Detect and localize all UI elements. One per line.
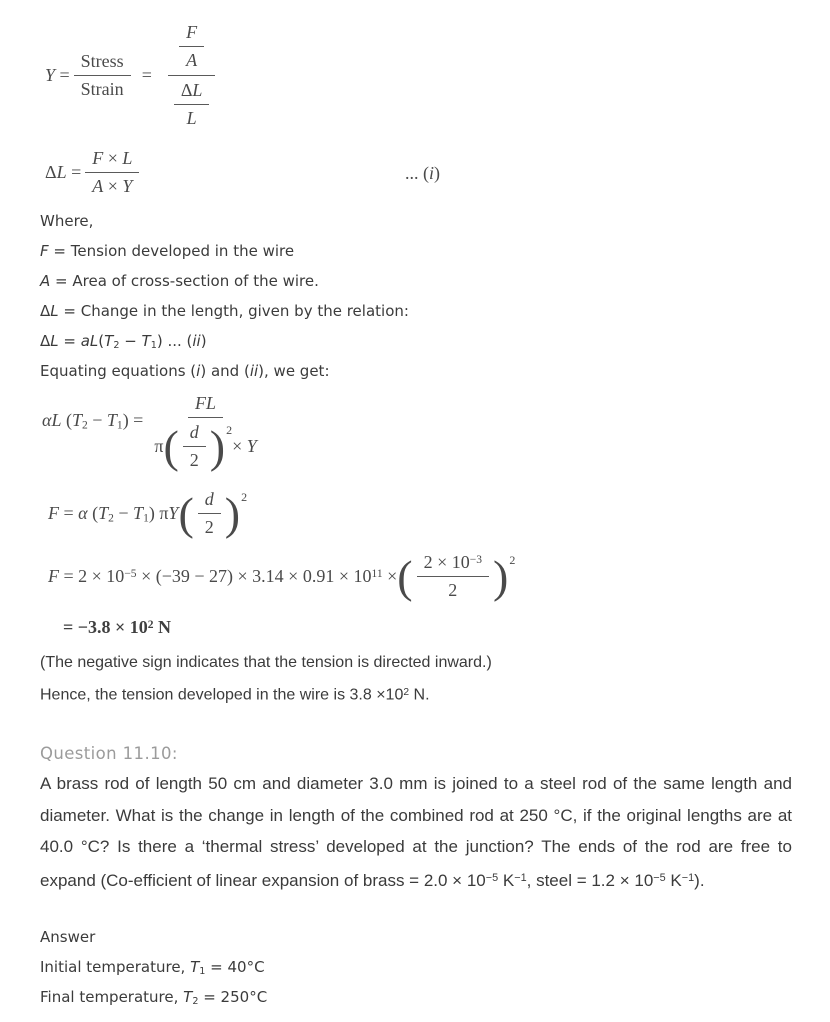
eq1-nested-fraction: [163, 20, 221, 131]
eq1-equals: =: [141, 65, 152, 85]
eq1-strain: Strain: [80, 79, 124, 99]
eq3-denominator-row: π ( $\frac{d}{2}$ ) 2 × Y: [154, 420, 257, 472]
eq1-l: L: [186, 108, 197, 128]
eq1-stress: Stress: [74, 50, 131, 76]
answer-label: Answer: [40, 928, 96, 946]
eq3-exponent: 2: [226, 423, 233, 437]
line-dl-relation: $\Delta L = aL(T_2 - T_1)$ ... (ii): [40, 332, 207, 352]
eq4-exponent: 2: [241, 490, 248, 504]
equation-force-value: $F = 2 \times 10^{-5} \times (-39 - 27) \times 3.14 \times 0.91 \times 10^{11}$ × ( $\frac{2 \times 10^{-3}}{2}$ ) 2: [48, 550, 516, 602]
line-final-temperature: Final temperature, $T_2 = 250^\circ C$: [40, 988, 268, 1008]
eq4-d: d: [198, 488, 221, 514]
eq3-d-over-2: [183, 421, 206, 472]
question-paragraph: A brass rod of length 50 cm and diameter 3.0 mm is joined to a steel rod of the same length and diameter. What is the change in length of the combined rod at 250 °C, if the original lengths are at 40.0 °C? Is there a ‘thermal stress’ developed at the junction? The ends of the rod are free to expand (Co-efficient of linear expansion of brass = $2.0 \times 10^{-5}$ $K^{-1}$, steel = $1.2 \times 10^{-5}$ $K^{-1}$).: [40, 774, 792, 890]
eq3-numerator: FL: [188, 392, 223, 418]
eq2-tag: ... (i): [405, 163, 441, 183]
line-where: Where,: [40, 212, 94, 230]
eq4-d-over-2: [198, 488, 221, 539]
eq5-fraction: [417, 551, 489, 602]
eq2-lhs: ΔL =: [45, 162, 82, 182]
question-heading: Question 11.10:: [40, 744, 178, 763]
eq3-tail: × Y: [232, 436, 257, 456]
eq3-denominator: [147, 418, 263, 473]
equation-delta-l: [45, 147, 143, 198]
eq1-a: A: [186, 50, 198, 70]
eq6-result: = $-3.8 \times 10^2$ N: [63, 617, 172, 637]
equation-result: [63, 617, 171, 638]
equation-equated: [42, 392, 268, 473]
line-hence: Hence, the tension developed in the wire is $3.8 \times 10^2$ N.: [40, 686, 430, 704]
eq5-exponent: 2: [509, 553, 516, 567]
eq1-f: F: [179, 21, 204, 47]
eq3-pi: π: [154, 436, 164, 456]
eq3-lhs: αL $(T_2 - T_1)$ =: [42, 409, 144, 432]
eq1-delta-l: ΔL: [174, 79, 210, 105]
eq2-numerator: F × L: [85, 147, 139, 173]
eq2-fraction: [85, 147, 139, 198]
eq3-fraction: [147, 392, 263, 473]
eq1-f-over-a: [179, 21, 204, 72]
eq1-stress-strain-fraction: [74, 50, 131, 101]
equation-force: F = α $(T_2 - T_1)$ πY ( $\frac{d}{2}$ ) 2: [48, 487, 248, 539]
line-equating: Equating equations (i) and (ii), we get:: [40, 362, 330, 380]
line-initial-temperature: Initial temperature, $T_1 = 40^\circ C$: [40, 958, 265, 978]
line-negative-note: (The negative sign indicates that the tension is directed inward.): [40, 654, 492, 671]
line-f-definition: F = Tension developed in the wire: [40, 242, 295, 260]
equation-young-modulus: [45, 20, 224, 131]
eq5-numerator: $2 \times 10^{-3}$: [417, 551, 489, 577]
equation-tag-i: [405, 163, 440, 184]
eq5-pre: $F = 2 \times 10^{-5} \times (-39 - 27) \times 3.14 \times 0.91 \times 10^{11}$ ×: [48, 566, 398, 586]
line-dl-definition: ΔL = Change in the length, given by the relation:: [40, 302, 409, 320]
eq5-denominator: 2: [448, 580, 458, 600]
eq2-denominator: A × Y: [92, 176, 133, 196]
eq1-lower: [163, 76, 221, 131]
eq4-two: 2: [204, 517, 214, 537]
eq4-pre: F = α $(T_2 - T_1)$ πY: [48, 502, 179, 525]
eq1-lhs: Y =: [45, 65, 70, 85]
eq1-dl-over-l: [174, 79, 210, 130]
line-a-definition: A = Area of cross-section of the wire.: [40, 272, 319, 290]
eq1-upper: [168, 20, 215, 76]
eq3-d: d: [183, 421, 206, 447]
eq3-two: 2: [189, 450, 199, 470]
